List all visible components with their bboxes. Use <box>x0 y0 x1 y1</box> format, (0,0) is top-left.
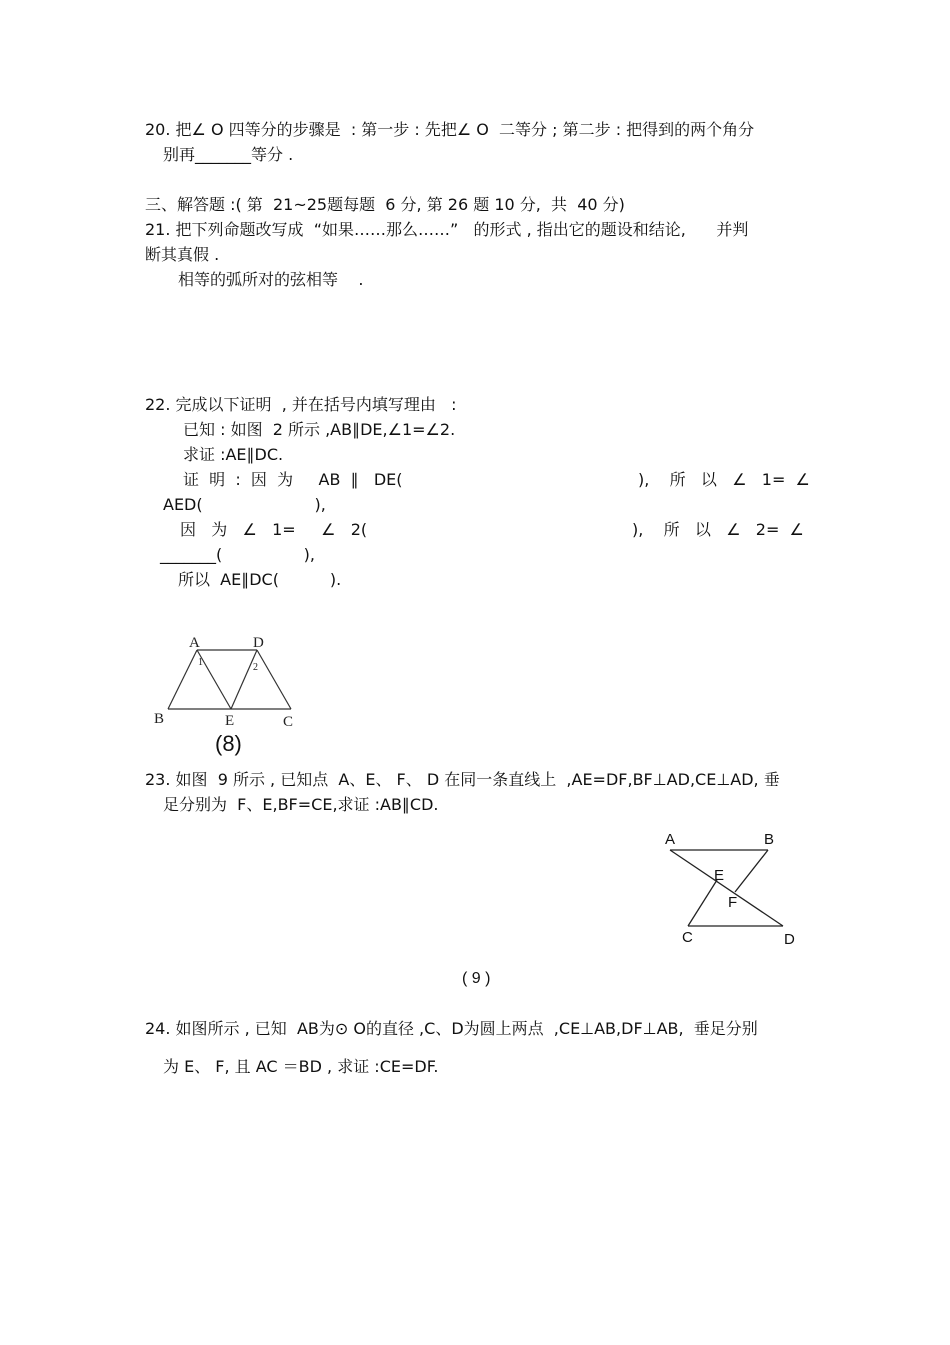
label-E: E <box>714 867 725 884</box>
figure-9-caption: ( 9 ) <box>462 970 491 987</box>
label-C: C <box>682 929 693 946</box>
label-B: B <box>764 831 775 848</box>
q24-line1: 24. 如图所示 , 已知 AB为⊙ O的直径 ,C、D为圆上两点 ,CE⊥AB,DF⊥AB, 垂足分别 <box>145 1019 758 1038</box>
segment-CE <box>688 880 717 926</box>
q22-proof-2: AED( ), <box>163 495 326 514</box>
segment-AD <box>670 850 783 926</box>
label-A: A <box>665 831 676 848</box>
segment-DC <box>257 650 291 709</box>
q22-line1: 22. 完成以下证明 , 并在括号内填写理由 : <box>145 395 457 414</box>
label-B: B <box>154 711 165 727</box>
q22-proof-5: 所以 AE∥DC( ). <box>178 570 342 589</box>
q23-line2: 足分别为 F、E,BF=CE,求证 :AB∥CD. <box>163 795 439 814</box>
label-F: F <box>728 894 738 911</box>
q20-line1: 20. 把∠ O 四等分的步骤是 : 第一步 : 先把∠ O 二等分 ; 第二步 : 把得到的两个角分 <box>145 120 755 139</box>
label-A: A <box>189 635 200 651</box>
q24-line2: 为 E、 F, 且 AC ＝BD , 求证 :CE=DF. <box>163 1057 439 1076</box>
q22-proof-3b: ), 所 以 ∠ 2= ∠ <box>632 520 804 539</box>
figure-9 <box>660 828 805 948</box>
q20-line2: 别再_______等分 . <box>163 145 294 164</box>
angle-label-1: 1 <box>198 657 203 668</box>
q21-line1: 21. 把下列命题改写成 “如果……那么……” 的形式 , 指出它的题设和结论, 并判 <box>145 220 749 239</box>
q23-line1: 23. 如图 9 所示 , 已知点 A、E、 F、 D 在同一条直线上 ,AE=DF,BF⊥AD,CE⊥AD, 垂 <box>145 770 780 789</box>
label-D: D <box>253 635 264 651</box>
label-D: D <box>784 931 795 948</box>
figure-8-caption: (8) <box>215 731 242 756</box>
q22-proof-3a: 因 为 ∠ 1= ∠ 2( <box>180 520 368 539</box>
segment-AB <box>168 650 197 709</box>
q22-proof-1b: ), 所 以 ∠ 1= ∠ <box>638 470 810 489</box>
label-E: E <box>225 713 235 729</box>
q22-prove: 求证 :AE∥DC. <box>183 445 284 464</box>
q22-given: 已知 : 如图 2 所示 ,AB∥DE,∠1=∠2. <box>183 420 456 439</box>
segment-BF <box>735 850 768 892</box>
angle-label-2: 2 <box>253 662 258 673</box>
q22-proof-1a: 证 明 : 因 为 AB ∥ DE( <box>183 470 403 489</box>
figure-8 <box>145 628 305 732</box>
segment-DE <box>231 650 257 709</box>
q22-proof-4: _______( ), <box>160 545 315 564</box>
section-heading: 三、解答题 :( 第 21~25题每题 6 分, 第 26 题 10 分, 共 40 分) <box>145 195 625 214</box>
q21-line3: 相等的弧所对的弦相等 . <box>178 270 364 289</box>
label-C: C <box>283 714 294 730</box>
q21-line2: 断其真假 . <box>145 245 220 264</box>
